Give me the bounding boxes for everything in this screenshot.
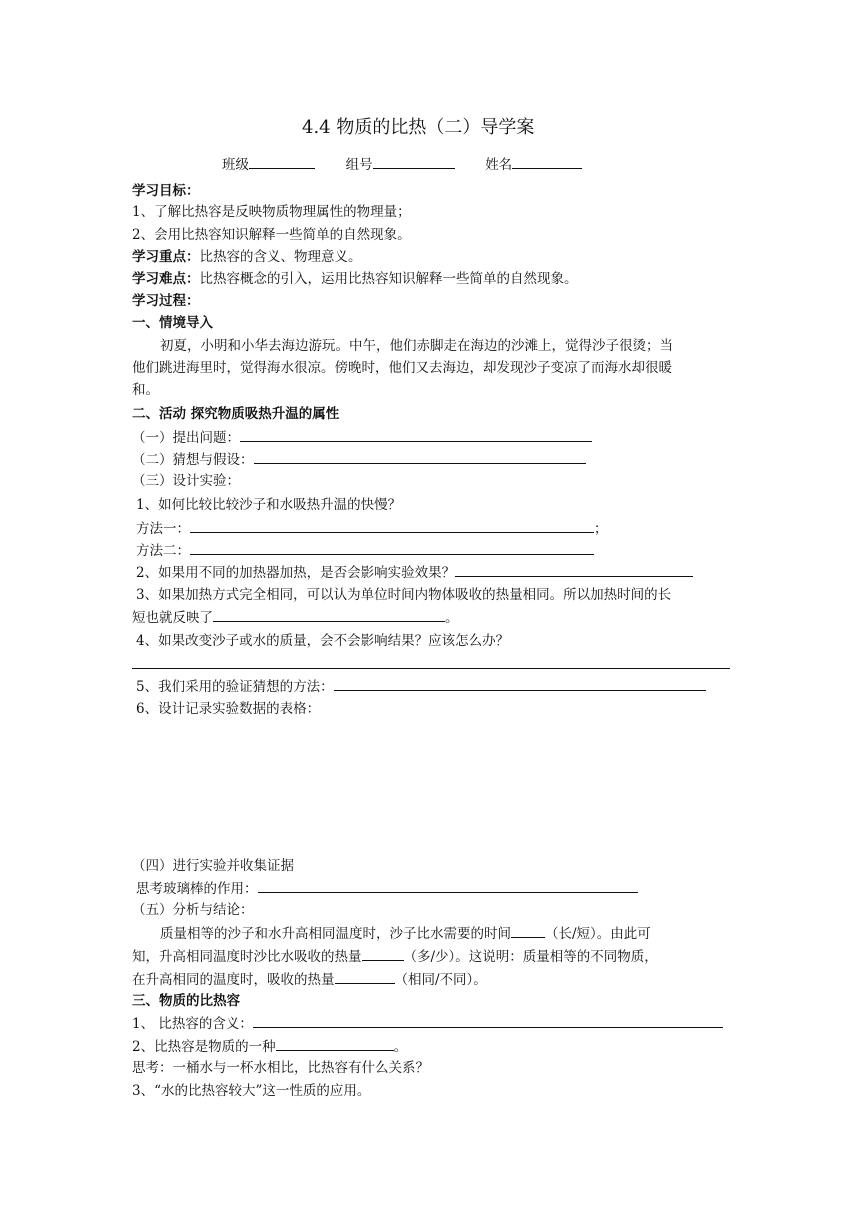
design-step: 3、如果加热方式完全相同，可以认为单位时间内物体吸收的热量相同。所以加热时间的长	[136, 587, 672, 603]
heater-effect-blank[interactable]	[455, 562, 693, 577]
time-blank[interactable]	[511, 923, 545, 938]
difficulties-label: 学习难点：	[132, 271, 200, 287]
analysis-heading: （五）分析与结论：	[132, 902, 254, 918]
name-label: 姓名	[485, 157, 513, 173]
section2-heading: 二、活动 探究物质吸热升温的属性	[132, 406, 340, 422]
application-item: 3、“水的比热容较大”这一性质的应用。	[132, 1083, 371, 1099]
scenario-line: 和。	[132, 382, 159, 398]
key-points-label: 学习重点：	[132, 249, 200, 265]
question-prompt	[132, 427, 592, 449]
hypothesis-blank[interactable]	[254, 449, 586, 464]
hypothesis-prompt	[132, 449, 586, 471]
objective-item: 2、会用比热容知识解释一些简单的自然现象。	[132, 227, 411, 243]
section1-heading: 一、情境导入	[132, 315, 213, 331]
section3-heading: 三、物质的比热容	[132, 993, 240, 1009]
method-verify-blank[interactable]	[334, 676, 706, 691]
glass-rod-blank[interactable]	[258, 878, 638, 893]
answer-line[interactable]	[132, 668, 730, 669]
method-one-label: 方法一：	[136, 521, 190, 537]
method-two	[136, 540, 594, 562]
page-title: 4.4 物质的比热（二）导学案	[302, 117, 535, 138]
design-step: 2、如果用不同的加热器加热，是否会影响实验效果？	[136, 562, 693, 584]
design-step: 4、如果改变沙子或水的质量，会不会影响结果？应该怎么办？	[136, 633, 510, 649]
design-step-cont: 短也就反映了 。	[132, 607, 459, 629]
design-step: 1、如何比较比较沙子和水吸热升温的快慢？	[136, 497, 402, 513]
conclusion-line: 知，升高相同温度时沙比水吸收的热量 （多/少）。这说明：质量相等的不同物质，	[132, 946, 658, 968]
method-one-blank[interactable]	[190, 518, 594, 533]
difficulties-text: 比热容概念的引入，运用比热容知识解释一些简单的自然现象。	[199, 271, 578, 287]
scenario-line: 初夏，小明和小华去海边游玩。中午，他们赤脚走在海边的沙滩上，觉得沙子很烫；当	[160, 338, 673, 354]
property-blank[interactable]	[276, 1036, 394, 1051]
process-heading: 学习过程：	[132, 293, 200, 309]
think-question: 思考：一桶水与一杯水相比，比热容有什么关系？	[132, 1060, 429, 1076]
class-blank[interactable]	[249, 154, 315, 169]
experiment-heading: （四）进行实验并收集证据	[132, 858, 294, 874]
objective-item: 1、了解比热容是反映物质物理属性的物理量；	[132, 204, 411, 220]
key-points-text: 比热容的含义、物理意义。	[199, 249, 362, 265]
scenario-line: 他们跳进海里时，觉得海水很凉。傍晚时，他们又去海边，却发现沙子变凉了而海水却很暖	[132, 360, 672, 376]
definition-blank[interactable]	[253, 1013, 723, 1028]
method-one: 方法一： ；	[136, 518, 608, 540]
heating-time-blank[interactable]	[213, 607, 445, 622]
question-blank[interactable]	[240, 427, 592, 442]
design-step: 6、设计记录实验数据的表格：	[136, 701, 321, 717]
hypothesis-label: （二）猜想与假设：	[132, 452, 254, 468]
question-label: （一）提出问题：	[132, 430, 240, 446]
glass-rod-prompt: 思考玻璃棒的作用：	[136, 878, 638, 900]
group-blank[interactable]	[373, 154, 455, 169]
name-blank[interactable]	[512, 154, 582, 169]
student-info-line	[222, 154, 582, 176]
design-step: 5、我们采用的验证猜想的方法：	[136, 676, 706, 698]
same-diff-blank[interactable]	[335, 969, 395, 984]
method-two-blank[interactable]	[190, 540, 594, 555]
key-points	[132, 247, 362, 268]
conclusion-line: 质量相等的沙子和水升高相同温度时，沙子比水需要的时间 （长/短）。由此可	[160, 923, 651, 945]
objectives-heading: 学习目标：	[132, 183, 200, 199]
method-two-label: 方法二：	[136, 543, 190, 559]
definition-prompt: 1、 比热容的含义：	[132, 1013, 723, 1035]
design-heading: （三）设计实验：	[132, 473, 240, 489]
heat-amount-blank[interactable]	[362, 946, 404, 961]
group-label: 组号	[345, 157, 373, 173]
property-prompt: 2、比热容是物质的一种 。	[132, 1036, 407, 1058]
difficulties	[132, 269, 578, 290]
conclusion-line: 在升高相同的温度时，吸收的热量 （相同/不同）。	[132, 969, 487, 991]
class-label: 班级	[222, 157, 249, 173]
